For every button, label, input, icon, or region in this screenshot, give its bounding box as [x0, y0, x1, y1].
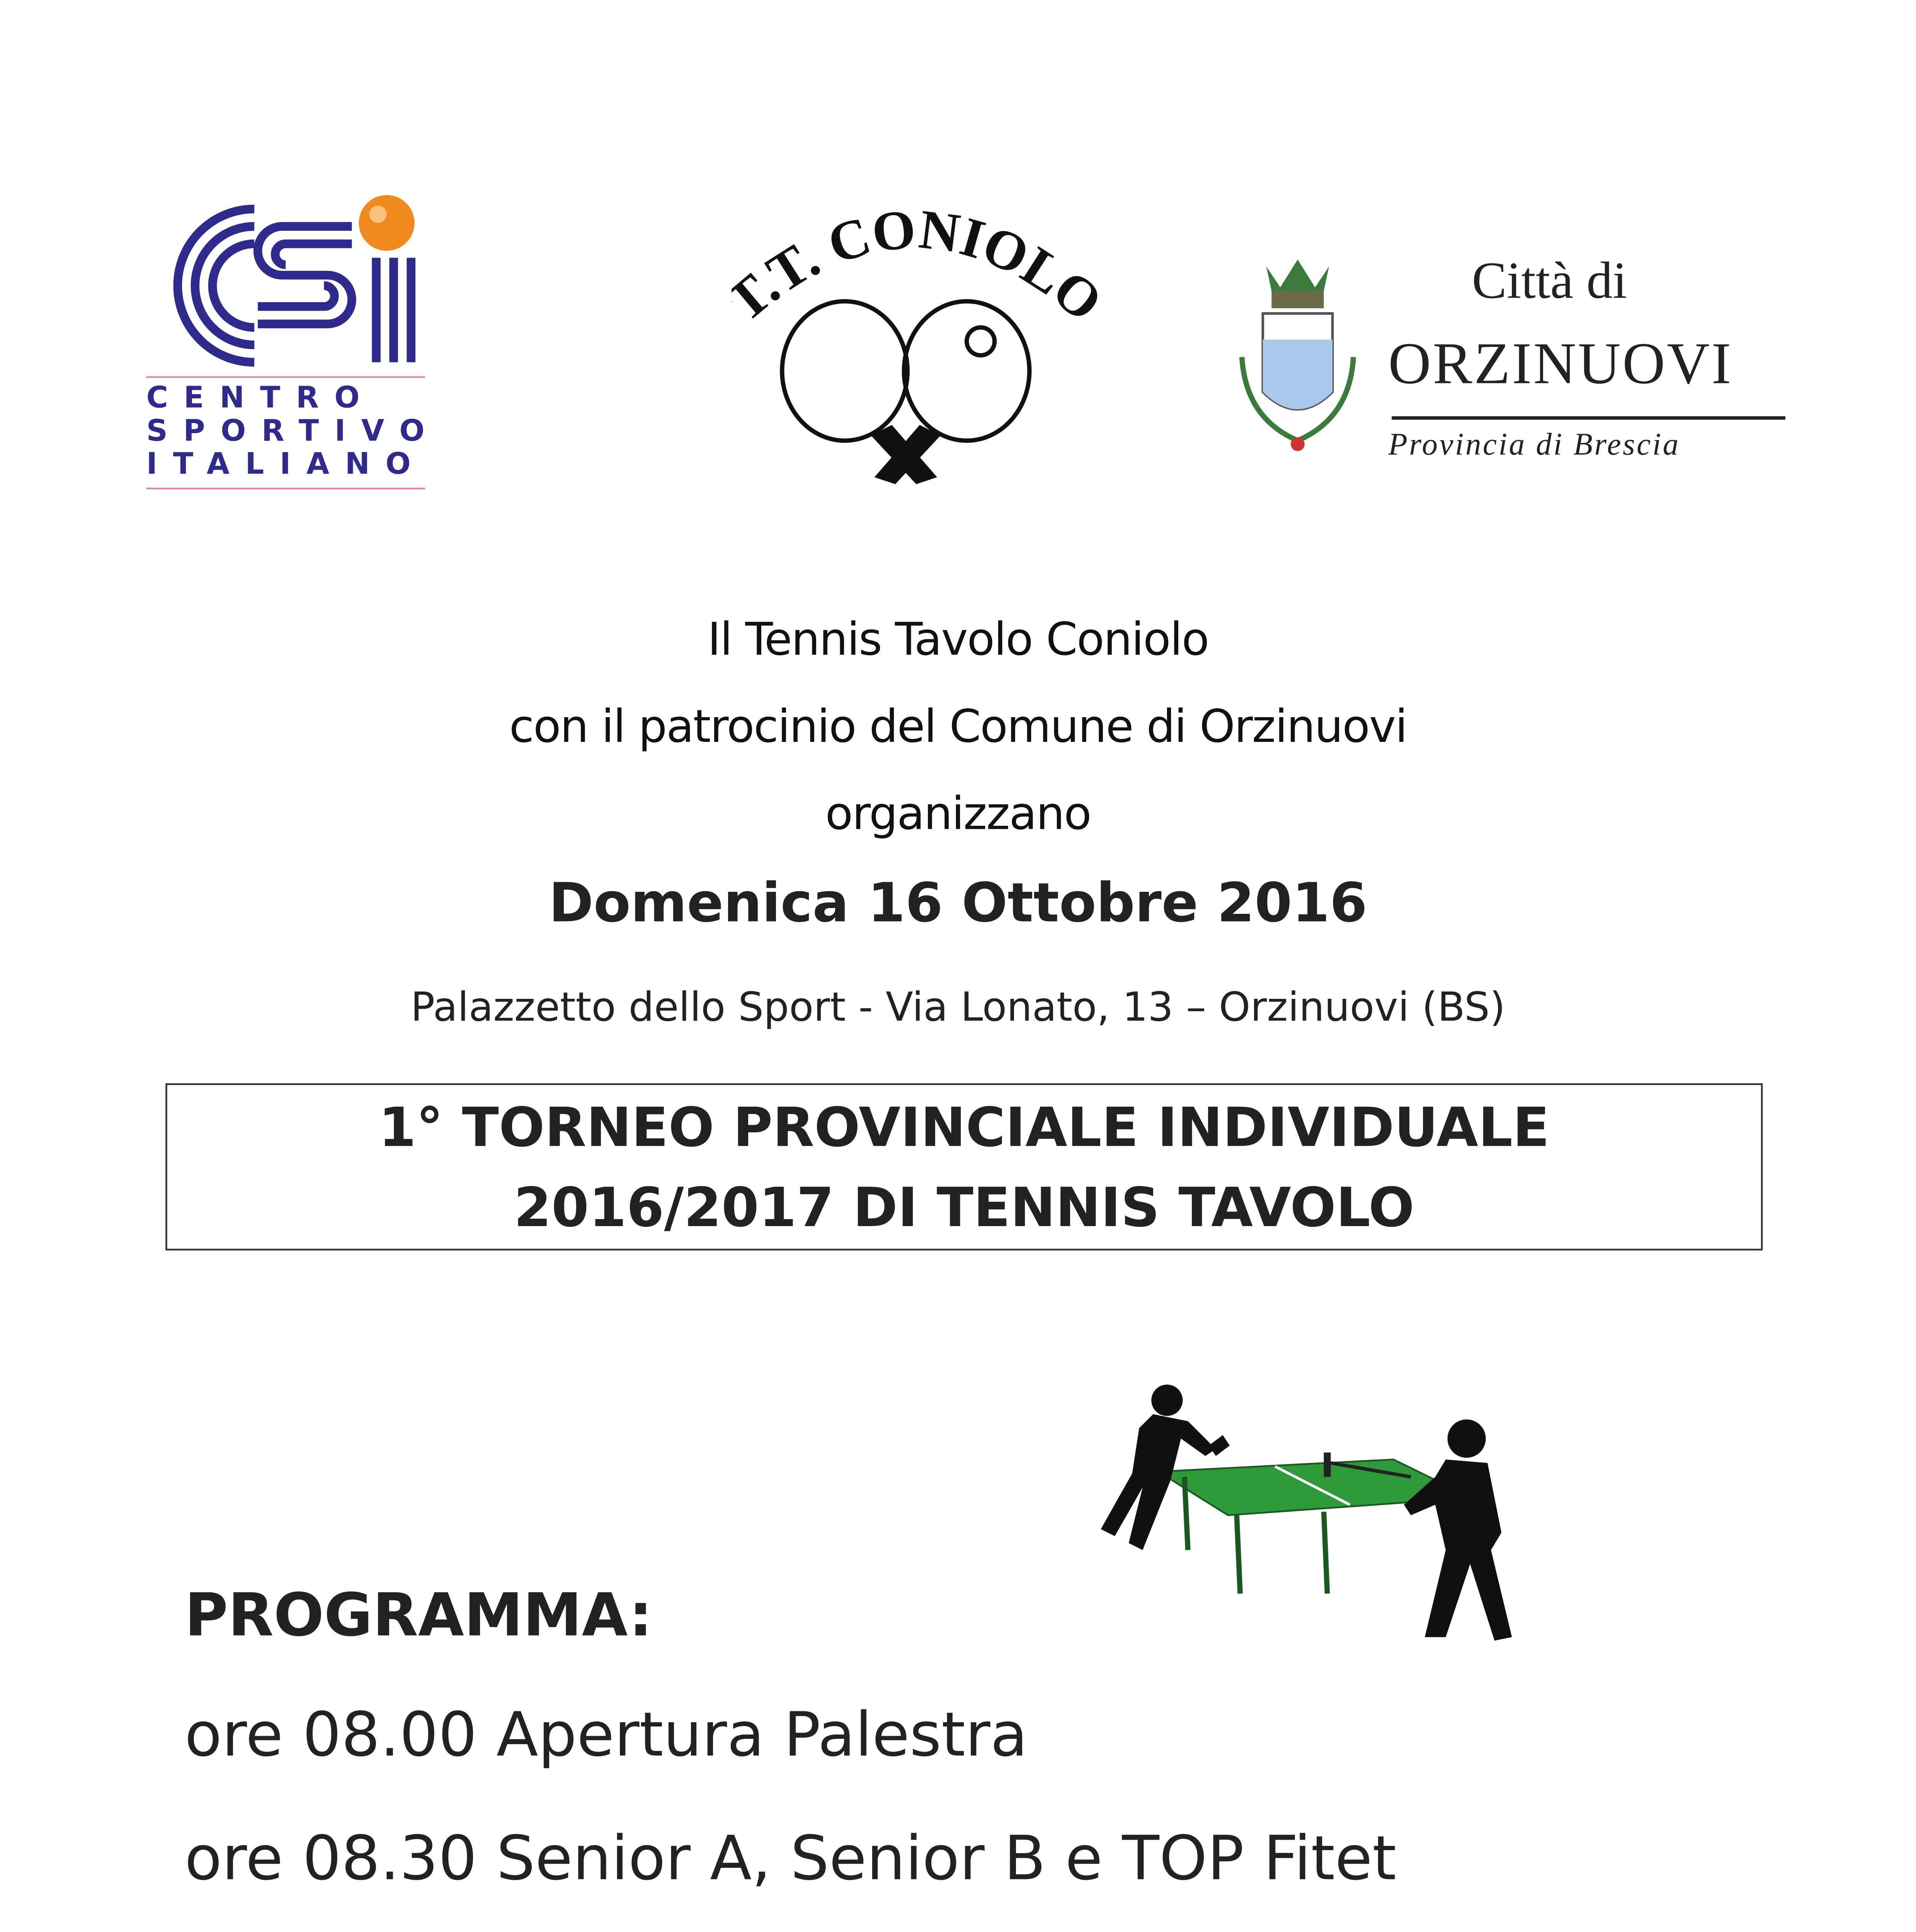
intro-line-3: organizzano: [825, 789, 1091, 842]
event-date: Domenica 16 Ottobre 2016: [548, 872, 1368, 935]
csi-line-sportivo: SPORTIVO: [146, 414, 441, 449]
coat-of-arms-icon: [1228, 253, 1368, 462]
programma-heading: PROGRAMMA:: [184, 1581, 653, 1651]
csi-emblem-icon: [146, 188, 425, 371]
orzinuovi-citta: Città di: [1472, 252, 1627, 310]
orzinuovi-province: Provincia di Brescia: [1388, 427, 1680, 462]
orzinuovi-name: ORZINUOVI: [1388, 332, 1733, 397]
tournament-title-line-2: 2016/2017 DI TENNIS TAVOLO: [514, 1177, 1414, 1240]
ping-pong-paddles-icon: [732, 293, 1098, 484]
csi-logo: [146, 188, 441, 502]
programma-item: ore 08.30 Senior A, Senior B e TOP Fitet: [184, 1825, 1397, 1895]
csi-line-italiano: ITALIANO: [146, 447, 427, 483]
intro-line-2: con il patrocinio del Comune di Orzinuovi: [509, 702, 1407, 754]
programma-item: ore 08.00 Apertura Palestra: [184, 1701, 1028, 1771]
intro-line-1: Il Tennis Tavolo Coniolo: [707, 615, 1209, 667]
csi-line-centro: CENTRO: [146, 381, 376, 417]
event-venue: Palazzetto dello Sport - Via Lonato, 13 – Orzinuovi (BS): [410, 986, 1506, 1031]
table-tennis-players-icon: [1062, 1376, 1550, 1655]
tournament-title-box: [165, 1083, 1763, 1251]
coniolo-name: .T. CONIOL: [742, 197, 1076, 313]
coniolo-logo: [732, 192, 1098, 505]
orzinuovi-logo: [1228, 253, 1803, 479]
tournament-title-line-1: 1° TORNEO PROVINCIALE INDIVIDUALE: [378, 1097, 1550, 1160]
